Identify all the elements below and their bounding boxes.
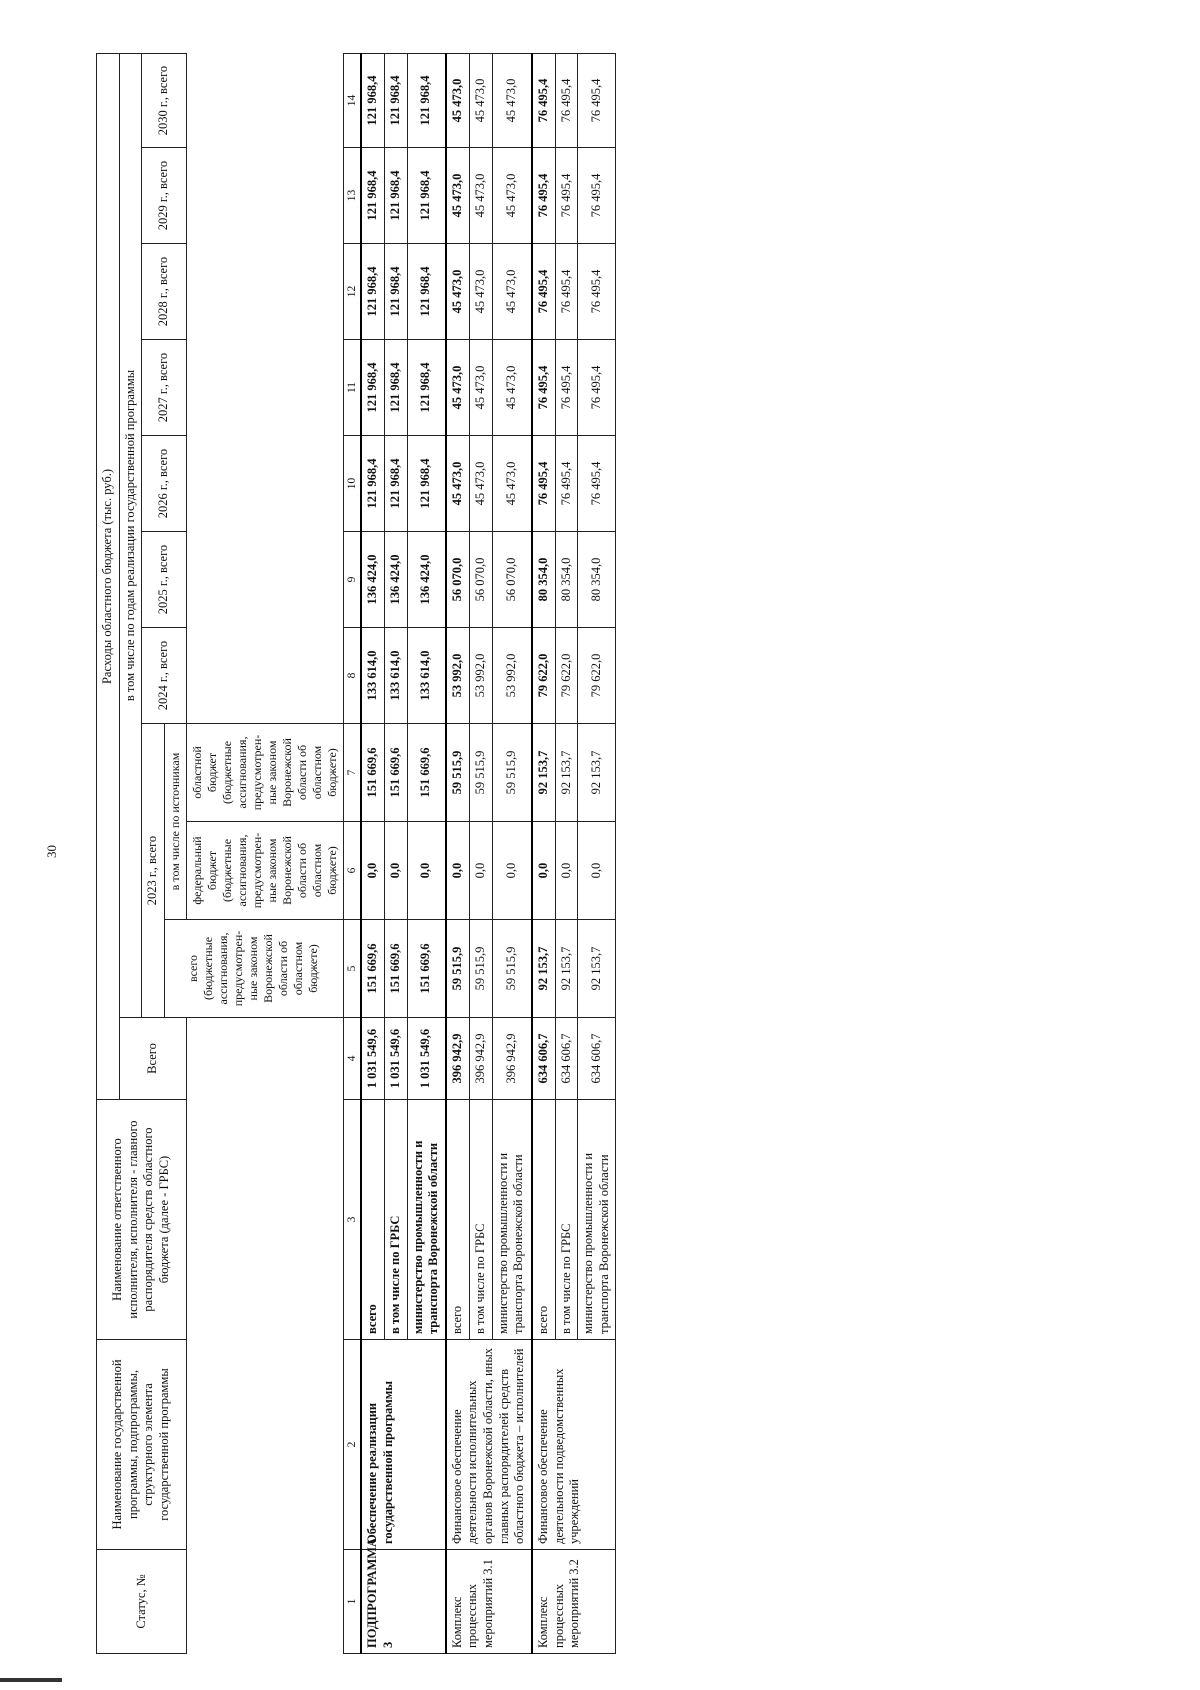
row-value: 76 495,4 [578, 340, 616, 436]
header-total: Всего [119, 1018, 186, 1100]
row-value: 0,0 [384, 822, 407, 920]
header-federal: федеральный бюджет (бюджетные ассигнования, предусмотрен-ные законом Воронежской области об областном бюджете) [186, 822, 343, 920]
row-value: 121 968,4 [384, 148, 407, 244]
row-value: 121 968,4 [384, 244, 407, 340]
row-executor: всего [361, 1100, 384, 1340]
header-2025: 2025 г., всего [142, 532, 187, 628]
row-executor: министерство промышленности и транспорта Воронежской области [407, 1100, 446, 1340]
header-2028: 2028 г., всего [142, 244, 187, 340]
header-status: Статус, № [97, 1550, 187, 1654]
row-value: 0,0 [469, 822, 492, 920]
row-value: 80 354,0 [555, 532, 578, 628]
row-value: 76 495,4 [578, 53, 616, 147]
column-number: 4 [343, 1018, 361, 1100]
row-executor: всего [446, 1100, 470, 1340]
row-value: 76 495,4 [555, 244, 578, 340]
row-value: 92 153,7 [578, 724, 616, 822]
row-value: 53 992,0 [492, 628, 532, 724]
row-value: 45 473,0 [446, 340, 470, 436]
row-value: 121 968,4 [407, 53, 446, 147]
row-value: 121 968,4 [384, 53, 407, 147]
row-value: 121 968,4 [361, 53, 384, 147]
row-value: 45 473,0 [492, 340, 532, 436]
row-value: 151 669,6 [407, 920, 446, 1018]
table-row [532, 53, 555, 1653]
table-row [361, 53, 384, 1653]
row-value: 79 622,0 [578, 628, 616, 724]
row-value: 121 968,4 [384, 436, 407, 532]
header-2030: 2030 г., всего [142, 53, 187, 147]
column-number: 14 [343, 53, 361, 147]
row-value: 76 495,4 [555, 436, 578, 532]
row-value: 136 424,0 [407, 532, 446, 628]
column-number: 12 [343, 244, 361, 340]
row-value: 121 968,4 [361, 340, 384, 436]
header-executor: Наименование ответственного исполнителя, исполнителя - главного распорядителя средств областного бюджета (далее - ГРБС) [97, 1100, 187, 1340]
row-value: 136 424,0 [361, 532, 384, 628]
header-regional: областной бюджет (бюджетные ассигнования, предусмотрен-ные законом Воронежской области об областном бюджете) [186, 724, 343, 822]
column-number: 5 [343, 920, 361, 1018]
table-body [361, 53, 616, 1653]
row-value: 76 495,4 [532, 148, 555, 244]
row-value: 76 495,4 [555, 340, 578, 436]
row-value: 80 354,0 [578, 532, 616, 628]
row-value: 59 515,9 [446, 724, 470, 822]
row-value: 59 515,9 [492, 920, 532, 1018]
row-value: 45 473,0 [446, 53, 470, 147]
row-value: 45 473,0 [446, 244, 470, 340]
row-value: 76 495,4 [578, 148, 616, 244]
row-executor: министерство промышленности и транспорта Воронежской области [492, 1100, 532, 1340]
row-value: 53 992,0 [446, 628, 470, 724]
header-2023-total: всего (бюджетные ассигнования, предусмотрен-ные законом Воронежской области об областном бюджете) [164, 920, 343, 1018]
page-number: 30 [44, 845, 59, 858]
row-value: 45 473,0 [446, 148, 470, 244]
row-value: 92 153,7 [578, 920, 616, 1018]
row-value: 133 614,0 [361, 628, 384, 724]
row-value: 59 515,9 [469, 724, 492, 822]
row-value: 0,0 [446, 822, 470, 920]
row-value: 59 515,9 [469, 920, 492, 1018]
row-value: 45 473,0 [469, 436, 492, 532]
row-value: 45 473,0 [492, 148, 532, 244]
row-value: 121 968,4 [407, 340, 446, 436]
row-value: 151 669,6 [384, 724, 407, 822]
row-value: 45 473,0 [446, 436, 470, 532]
table-row [446, 53, 470, 1653]
row-value: 121 968,4 [407, 244, 446, 340]
row-value: 396 942,9 [446, 1018, 470, 1100]
row-value: 53 992,0 [469, 628, 492, 724]
header-by-years: в том числе по годам реализации государственной программы [119, 53, 142, 1017]
row-value: 151 669,6 [407, 724, 446, 822]
row-value: 92 153,7 [532, 920, 555, 1018]
row-value: 396 942,9 [469, 1018, 492, 1100]
row-value: 56 070,0 [469, 532, 492, 628]
row-value: 121 968,4 [361, 436, 384, 532]
row-value: 76 495,4 [532, 436, 555, 532]
column-number: 13 [343, 148, 361, 244]
row-value: 133 614,0 [407, 628, 446, 724]
row-value: 76 495,4 [555, 53, 578, 147]
row-value: 0,0 [407, 822, 446, 920]
row-name: Финансовое обеспечение деятельности исполнительных органов Воронежской области, иных главных распорядителей средств областного бюджета – исполнителей [446, 1340, 532, 1550]
row-value: 136 424,0 [384, 532, 407, 628]
row-value: 45 473,0 [492, 244, 532, 340]
row-name: Обеспечение реализации государственной программы [361, 1340, 446, 1550]
row-value: 76 495,4 [532, 244, 555, 340]
row-value: 121 968,4 [361, 244, 384, 340]
header-2023: 2023 г., всего [142, 724, 165, 1018]
column-number: 7 [343, 724, 361, 822]
row-value: 0,0 [492, 822, 532, 920]
row-value: 56 070,0 [446, 532, 470, 628]
row-value: 59 515,9 [446, 920, 470, 1018]
header-expenses: Расходы областного бюджета (тыс. руб.) [97, 53, 120, 1099]
column-number: 6 [343, 822, 361, 920]
row-value: 59 515,9 [492, 724, 532, 822]
row-value: 121 968,4 [407, 436, 446, 532]
expenses-sheet [96, 54, 1158, 1654]
row-value: 121 968,4 [407, 148, 446, 244]
row-value: 151 669,6 [361, 920, 384, 1018]
column-number: 2 [343, 1340, 361, 1550]
header-2024: 2024 г., всего [142, 628, 187, 724]
row-value: 0,0 [578, 822, 616, 920]
row-value: 79 622,0 [532, 628, 555, 724]
row-value: 121 968,4 [384, 340, 407, 436]
expenses-table [96, 53, 616, 1654]
row-value: 45 473,0 [492, 436, 532, 532]
header-name: Наименование государственной программы, подпрограммы, структурного элемента государственной программы [97, 1340, 187, 1550]
row-value: 151 669,6 [384, 920, 407, 1018]
row-value: 76 495,4 [532, 340, 555, 436]
header-2026: 2026 г., всего [142, 436, 187, 532]
row-executor: в том числе по ГРБС [555, 1100, 578, 1340]
row-value: 76 495,4 [555, 148, 578, 244]
row-value: 1 031 549,6 [407, 1018, 446, 1100]
row-value: 0,0 [532, 822, 555, 920]
row-value: 133 614,0 [384, 628, 407, 724]
row-status: Комплекс процессных мероприятий 3.2 [532, 1550, 616, 1654]
row-value: 0,0 [555, 822, 578, 920]
row-value: 76 495,4 [578, 436, 616, 532]
header-2027: 2027 г., всего [142, 340, 187, 436]
row-value: 45 473,0 [492, 53, 532, 147]
row-status: Комплекс процессных мероприятий 3.1 [446, 1550, 532, 1654]
row-value: 151 669,6 [361, 724, 384, 822]
row-value: 396 942,9 [492, 1018, 532, 1100]
row-value: 0,0 [361, 822, 384, 920]
column-numbers-row [343, 53, 361, 1653]
row-value: 92 153,7 [555, 724, 578, 822]
column-number: 11 [343, 340, 361, 436]
row-value: 92 153,7 [532, 724, 555, 822]
row-value: 92 153,7 [555, 920, 578, 1018]
row-executor: в том числе по ГРБС [469, 1100, 492, 1340]
row-value: 45 473,0 [469, 244, 492, 340]
row-value: 56 070,0 [492, 532, 532, 628]
column-number: 8 [343, 628, 361, 724]
row-value: 45 473,0 [469, 340, 492, 436]
row-value: 76 495,4 [578, 244, 616, 340]
row-executor: министерство промышленности и транспорта Воронежской области [578, 1100, 616, 1340]
row-value: 634 606,7 [532, 1018, 555, 1100]
column-number: 9 [343, 532, 361, 628]
row-value: 121 968,4 [361, 148, 384, 244]
row-value: 1 031 549,6 [361, 1018, 384, 1100]
row-name: Финансовое обеспечение деятельности подведомственных учреждений [532, 1340, 616, 1550]
row-value: 634 606,7 [555, 1018, 578, 1100]
scan-mark [0, 1678, 62, 1682]
row-value: 79 622,0 [555, 628, 578, 724]
column-number: 10 [343, 436, 361, 532]
row-value: 76 495,4 [532, 53, 555, 147]
row-executor: в том числе по ГРБС [384, 1100, 407, 1340]
row-value: 45 473,0 [469, 53, 492, 147]
row-value: 45 473,0 [469, 148, 492, 244]
column-number: 3 [343, 1100, 361, 1340]
row-status: ПОДПРОГРАММА 3 [361, 1550, 446, 1654]
row-value: 634 606,7 [578, 1018, 616, 1100]
column-number: 1 [343, 1550, 361, 1654]
header-2029: 2029 г., всего [142, 148, 187, 244]
header-by-sources: в том числе по источникам [164, 724, 186, 920]
row-value: 80 354,0 [532, 532, 555, 628]
row-executor: всего [532, 1100, 555, 1340]
row-value: 1 031 549,6 [384, 1018, 407, 1100]
